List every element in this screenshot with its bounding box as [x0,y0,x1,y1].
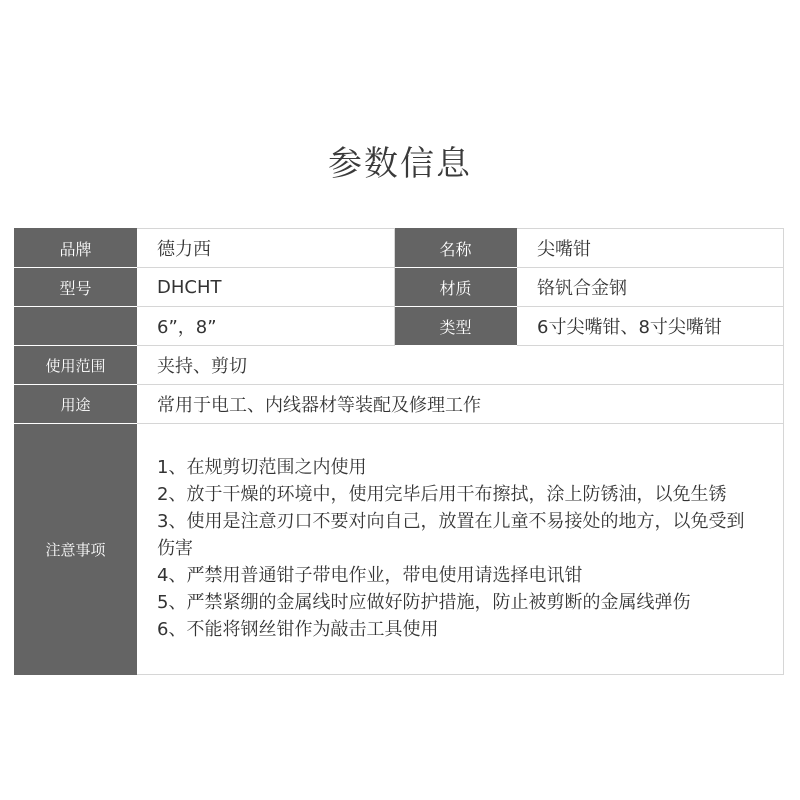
table-row [15,307,784,346]
usage-label: 用途 [15,385,137,424]
notes-label: 注意事项 [15,424,137,675]
size-value: 6”，8” [137,307,395,346]
brand-label: 品牌 [15,229,137,268]
notes-cell [137,424,784,675]
list-item: 2、放于干燥的环境中，使用完毕后用干布擦拭，涂上防锈油，以免生锈 [157,483,727,505]
brand-value: 德力西 [137,229,395,268]
list-item: 4、严禁用普通钳子带电作业，带电使用请选择电讯钳 [157,564,583,586]
spec-table [14,228,784,675]
usage-value: 常用于电工、内线器材等装配及修理工作 [137,385,784,424]
scope-label: 使用范围 [15,346,137,385]
name-label: 名称 [395,229,517,268]
page-title: 参数信息 [328,144,472,184]
material-value: 铬钒合金钢 [517,268,784,307]
list-item: 3、使用是注意刃口不要对向自己，放置在儿童不易接处的地方，以免受到伤害 [157,510,745,559]
list-item: 6、不能将钢丝钳作为敲击工具使用 [157,618,439,640]
table-row [15,229,784,268]
material-label: 材质 [395,268,517,307]
model-label: 型号 [15,268,137,307]
type-label: 类型 [395,307,517,346]
list-item: 1、在规剪切范围之内使用 [157,456,367,478]
name-value: 尖嘴钳 [517,229,784,268]
table-row [15,346,784,385]
list-item: 5、严禁紧绷的金属线时应做好防护措施，防止被剪断的金属线弹伤 [157,591,691,613]
type-value: 6寸尖嘴钳、8寸尖嘴钳 [517,307,784,346]
table-row [15,385,784,424]
size-label [15,307,137,346]
table-row [15,268,784,307]
table-row [15,424,784,675]
scope-value: 夹持、剪切 [137,346,784,385]
model-value: DHCHT [137,268,395,307]
notes-list [157,454,757,643]
